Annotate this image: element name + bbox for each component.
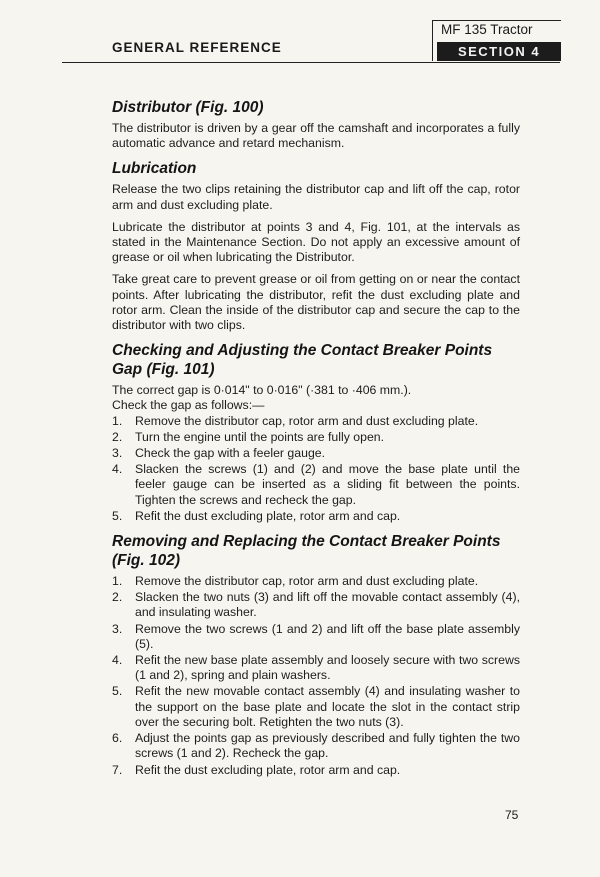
list-item	[112, 684, 520, 730]
paragraph: Check the gap as follows:—	[112, 398, 265, 413]
paragraph: Release the two clips retaining the distributor cap and lift off the cap, rotor arm and dust excluding plate.	[112, 182, 520, 212]
list-item	[112, 731, 520, 761]
heading-removing: Removing and Replacing the Contact Breaker Points (Fig. 102)	[112, 533, 501, 570]
heading-lubrication: Lubrication	[112, 160, 197, 178]
list-item	[112, 430, 520, 445]
step-number: 2.	[112, 429, 123, 444]
step-text: Turn the engine until the points are fully open.	[135, 429, 385, 444]
page-number: 75	[505, 808, 519, 822]
step-number: 2.	[112, 590, 123, 605]
section-checking	[112, 341, 520, 524]
header-section-label: SECTION 4	[437, 42, 561, 61]
step-text: Refit the new base plate assembly and loosely secure with two screws (1 and 2), spring and plain washers.	[135, 653, 520, 683]
section-removing	[112, 532, 520, 778]
heading-distributor: Distributor (Fig. 100)	[112, 99, 264, 116]
step-text: Slacken the screws (1) and (2) and move the base plate until the feeler gauge can be inserted as a sliding fit between the points. Tighten the screws and recheck the gap.	[135, 462, 520, 507]
step-text: Check the gap with a feeler gauge.	[135, 446, 326, 461]
header-model: MF 135 Tractor	[441, 22, 533, 37]
step-text: Remove the distributor cap, rotor arm and dust excluding plate.	[135, 413, 479, 428]
section-distributor	[112, 98, 520, 151]
list-item	[112, 653, 520, 683]
list-item	[112, 763, 520, 778]
list-item	[112, 574, 520, 589]
step-number: 1.	[112, 413, 123, 428]
header-title: GENERAL REFERENCE	[112, 40, 282, 55]
step-number: 3.	[112, 446, 123, 461]
list-item	[112, 446, 520, 461]
list-item	[112, 509, 520, 524]
step-text: Remove the distributor cap, rotor arm and dust excluding plate.	[135, 574, 479, 589]
step-number: 4.	[112, 462, 123, 477]
heading-checking: Checking and Adjusting the Contact Breaker Points Gap (Fig. 101)	[112, 342, 493, 379]
step-number: 4.	[112, 653, 123, 668]
paragraph: The correct gap is 0·014" to 0·016" (·381 to ·406 mm.).	[112, 383, 412, 398]
step-text: Adjust the points gap as previously described and fully tighten the two screws (1 and 2). Recheck the gap.	[135, 731, 520, 761]
step-number: 1.	[112, 574, 123, 589]
step-text: Refit the dust excluding plate, rotor arm and cap.	[135, 508, 401, 523]
step-number: 3.	[112, 621, 123, 636]
list-item	[112, 622, 520, 652]
removing-steps	[112, 574, 520, 778]
header-section-box	[432, 20, 561, 61]
page-content	[112, 98, 520, 786]
paragraph: The distributor is driven by a gear off the camshaft and incorporates a fully automatic advance and retard mechanism.	[112, 121, 520, 151]
paragraph: Lubricate the distributor at points 3 and 4, Fig. 101, at the intervals as stated in the Maintenance Section. Do not apply an excessive amount of grease or oil when lubricating the Distributor.	[112, 219, 520, 265]
step-text: Slacken the two nuts (3) and lift off the movable contact assembly (4), and insulating washer.	[135, 590, 520, 620]
list-item	[112, 590, 520, 620]
step-text: Refit the new movable contact assembly (4) and insulating washer to the support on the base plate and locate the slot in the contact strip over the securing bolt. Retighten the two nuts (3).	[135, 684, 520, 729]
list-item	[112, 462, 520, 508]
step-text: Remove the two screws (1 and 2) and lift off the base plate assembly (5).	[135, 621, 520, 651]
step-number: 5.	[112, 684, 123, 699]
section-lubrication	[112, 159, 520, 333]
checking-steps	[112, 414, 520, 524]
step-number: 6.	[112, 731, 123, 746]
step-number: 7.	[112, 762, 123, 777]
header-rule	[62, 62, 560, 63]
step-text: Refit the dust excluding plate, rotor arm and cap.	[135, 762, 401, 777]
paragraph: Take great care to prevent grease or oil from getting on or near the contact points. After lubricating the distributor, refit the dust excluding plate and rotor arm. Clean the inside of the distributor cap and secure the cap to the distributor with two clips.	[112, 272, 520, 333]
list-item	[112, 414, 520, 429]
step-number: 5.	[112, 508, 123, 523]
